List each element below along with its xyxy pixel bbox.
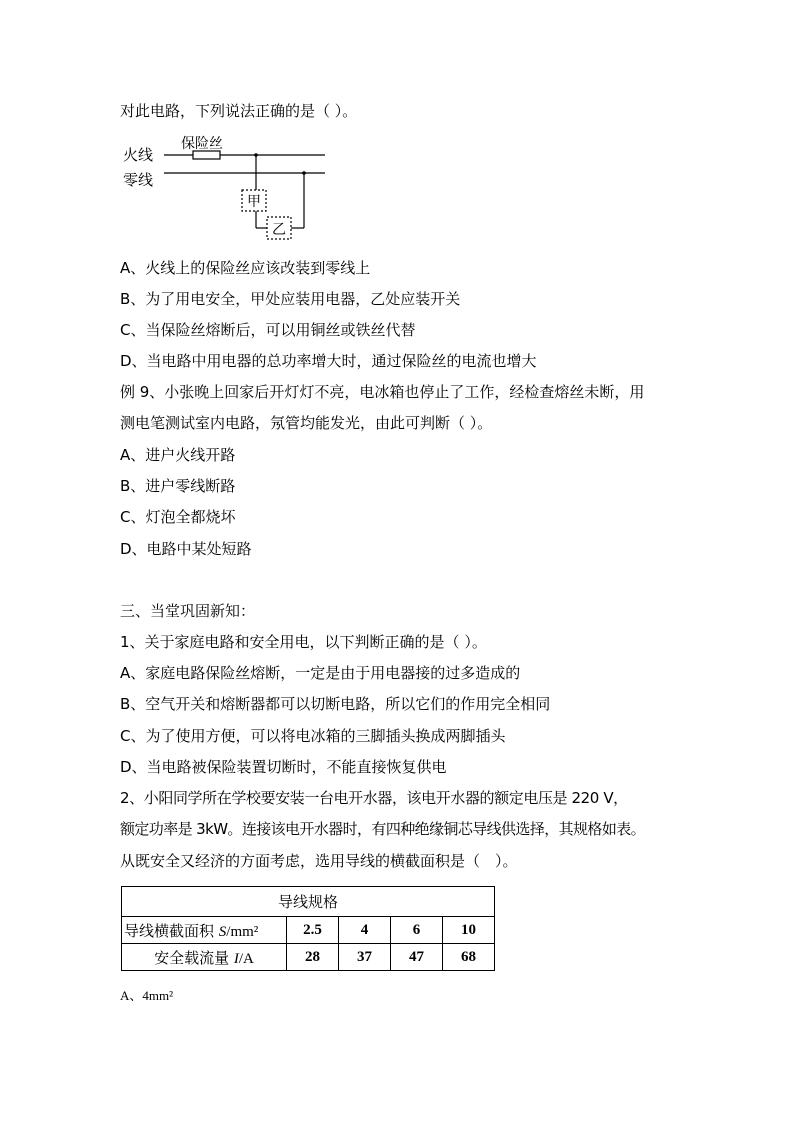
table-cell: 47 [391,944,443,971]
q1-stem: 1、关于家庭电路和安全用电，以下判断正确的是（ ）。 [120,633,487,651]
example9-option-d: D、电路中某处短路 [120,540,252,558]
q1-option-b: B、空气开关和熔断器都可以切断电路，所以它们的作用完全相同 [120,695,551,713]
table-cell: 68 [443,944,495,971]
example9-option-c: C、灯泡全都烧坏 [120,508,236,526]
q2-line1: 2、小阳同学所在学校要安装一台电开水器，该电开水器的额定电压是 220 V， [120,789,628,807]
neutral-wire-label: 零线 [123,171,154,189]
live-wire-label: 火线 [123,146,154,164]
section-title: 三、当堂巩固新知： [120,602,256,620]
box-jia-label: 甲 [247,194,261,210]
fuse-label: 保险丝 [181,136,223,152]
option-d: D、当电路中用电器的总功率增大时，通过保险丝的电流也增大 [120,352,537,370]
option-a: A、火线上的保险丝应该改装到零线上 [120,259,371,277]
table-caption: 导线规格 [122,887,495,917]
example9-option-b: B、进户零线断路 [120,477,236,495]
table-row [122,917,495,944]
q1-option-d: D、当电路被保险装置切断时，不能直接恢复供电 [120,758,447,776]
q1-option-a: A、家庭电路保险丝熔断，一定是由于用电器接的过多造成的 [120,664,521,682]
wire-spec-table [121,886,495,971]
q2-option-a: A、4mm² [120,988,174,1003]
option-b: B、为了用电安全，甲处应装用电器，乙处应装开关 [120,290,461,308]
q2-line2: 额定功率是 3kW。连接该电开水器时，有四种绝缘铜芯导线供选择，其规格如表。 [120,820,646,838]
example9-line1: 例 9、小张晚上回家后开灯灯不亮，电冰箱也停止了工作，经检查熔丝未断，用 [120,383,645,401]
example9-option-a: A、进户火线开路 [120,446,236,464]
table-cell: 6 [391,917,443,944]
example9-line2: 测电笔测试室内电路，氖管均能发光，由此可判断（ ）。 [120,414,493,432]
table-cell: 28 [287,944,339,971]
box-yi-label: 乙 [272,222,286,238]
fuse-symbol [193,151,220,159]
intro-text: 对此电路，下列说法正确的是（ ）。 [120,102,358,120]
table-cell: 4 [339,917,391,944]
table-cell: 37 [339,944,391,971]
q2-line3: 从既安全又经济的方面考虑，选用导线的横截面积是（ ）。 [120,852,518,870]
row2-header: 安全载流量 I/A [122,944,287,971]
table-cell: 10 [443,917,495,944]
option-c: C、当保险丝熔断后，可以用铜丝或铁丝代替 [120,321,416,339]
row1-header: 导线横截面积 S/mm² [122,917,287,944]
circuit-diagram [118,132,338,247]
table-cell: 2.5 [287,917,339,944]
q1-option-c: C、为了使用方便，可以将电冰箱的三脚插头换成两脚插头 [120,727,506,745]
table-row [122,944,495,971]
